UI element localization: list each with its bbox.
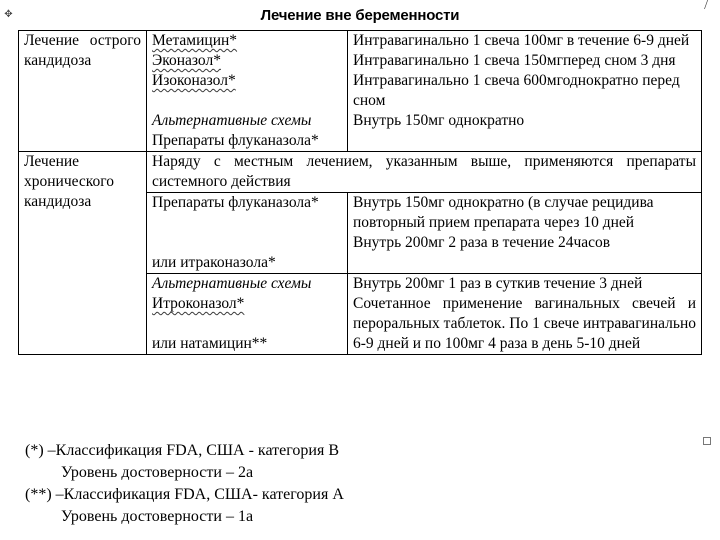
drugs-chronic-a <box>147 193 348 274</box>
spacer <box>152 91 342 111</box>
regimen-combined: Сочетанное применение вагинальных свечей и пероральных таблеток. По 1 свече интравагинально 6-9 дней и по 100мг 4 раза в день 5-10 дней <box>353 295 696 352</box>
regimen-line: Интравагинально 1 свеча 150мгперед сном 3 дня <box>353 52 676 69</box>
regimens-chronic-b <box>348 274 702 355</box>
spacer <box>152 213 342 233</box>
regimens-acute <box>348 31 702 152</box>
drugs-acute <box>147 31 348 152</box>
drug-metamicin: Метамицин* <box>152 32 238 49</box>
drugs-chronic-b <box>147 274 348 355</box>
drug-econazole: Эконазол* <box>152 52 221 69</box>
regimen-line: Внутрь 200мг 1 раз в суткив течение 3 дней <box>353 275 643 292</box>
footnotes <box>25 440 344 528</box>
spacer <box>152 314 342 334</box>
treatment-table <box>18 30 702 355</box>
category-acute: Лечение острого кандидоза <box>19 31 147 152</box>
table-move-handle-icon[interactable]: ✥ <box>4 9 13 20</box>
corner-mark: / <box>704 0 708 13</box>
regimen-line: Внутрь 150мг однократно (в случае рецидива <box>353 194 654 211</box>
spacer <box>152 233 342 253</box>
regimen-line: Внутрь 200мг 2 раза в течение 24часов <box>353 234 611 251</box>
alt-schemes-label: Альтернативные схемы <box>152 112 312 129</box>
page-title: Лечение вне беременности <box>260 7 460 24</box>
footnote-2: (**) –Классификация FDA, США- категория А <box>25 486 344 503</box>
drug-natamycin: или натамицин** <box>152 335 268 352</box>
table-row-acute <box>19 31 702 152</box>
regimens-chronic-a <box>348 193 702 274</box>
footnote-2-level: Уровень достоверности – 1а <box>61 508 254 525</box>
drug-itraconazole: или итраконазола* <box>152 254 276 271</box>
drug-itroconazole: Итроконазол* <box>152 295 245 312</box>
footnote-1: (*) –Классификация FDA, США - категория В <box>25 442 339 459</box>
table-row-chronic-general <box>19 152 702 193</box>
footnote-1-level: Уровень достоверности – 2а <box>61 464 254 481</box>
regimen-line: Интравагинально 1 свеча 100мг в течение 6-9 дней <box>353 32 690 49</box>
category-chronic: Лечение хронического кандидоза <box>19 152 147 355</box>
alt-schemes-label: Альтернативные схемы <box>152 275 312 292</box>
regimen-line: повторный прием препарата через 10 дней <box>353 214 635 231</box>
regimen-line: Интравагинально 1 свеча 600мгоднократно перед сном <box>353 72 680 109</box>
chronic-general-text: Наряду с местным лечением, указанным выше, применяются препараты системного действия <box>147 152 702 193</box>
drug-fluconazole: Препараты флуканазола* <box>152 194 319 211</box>
drug-isoconazole: Изоконазол* <box>152 72 236 89</box>
regimen-line: Внутрь 150мг однократно <box>353 112 525 129</box>
table-resize-handle[interactable] <box>703 437 711 445</box>
drug-fluconazole: Препараты флуканазола* <box>152 132 319 149</box>
